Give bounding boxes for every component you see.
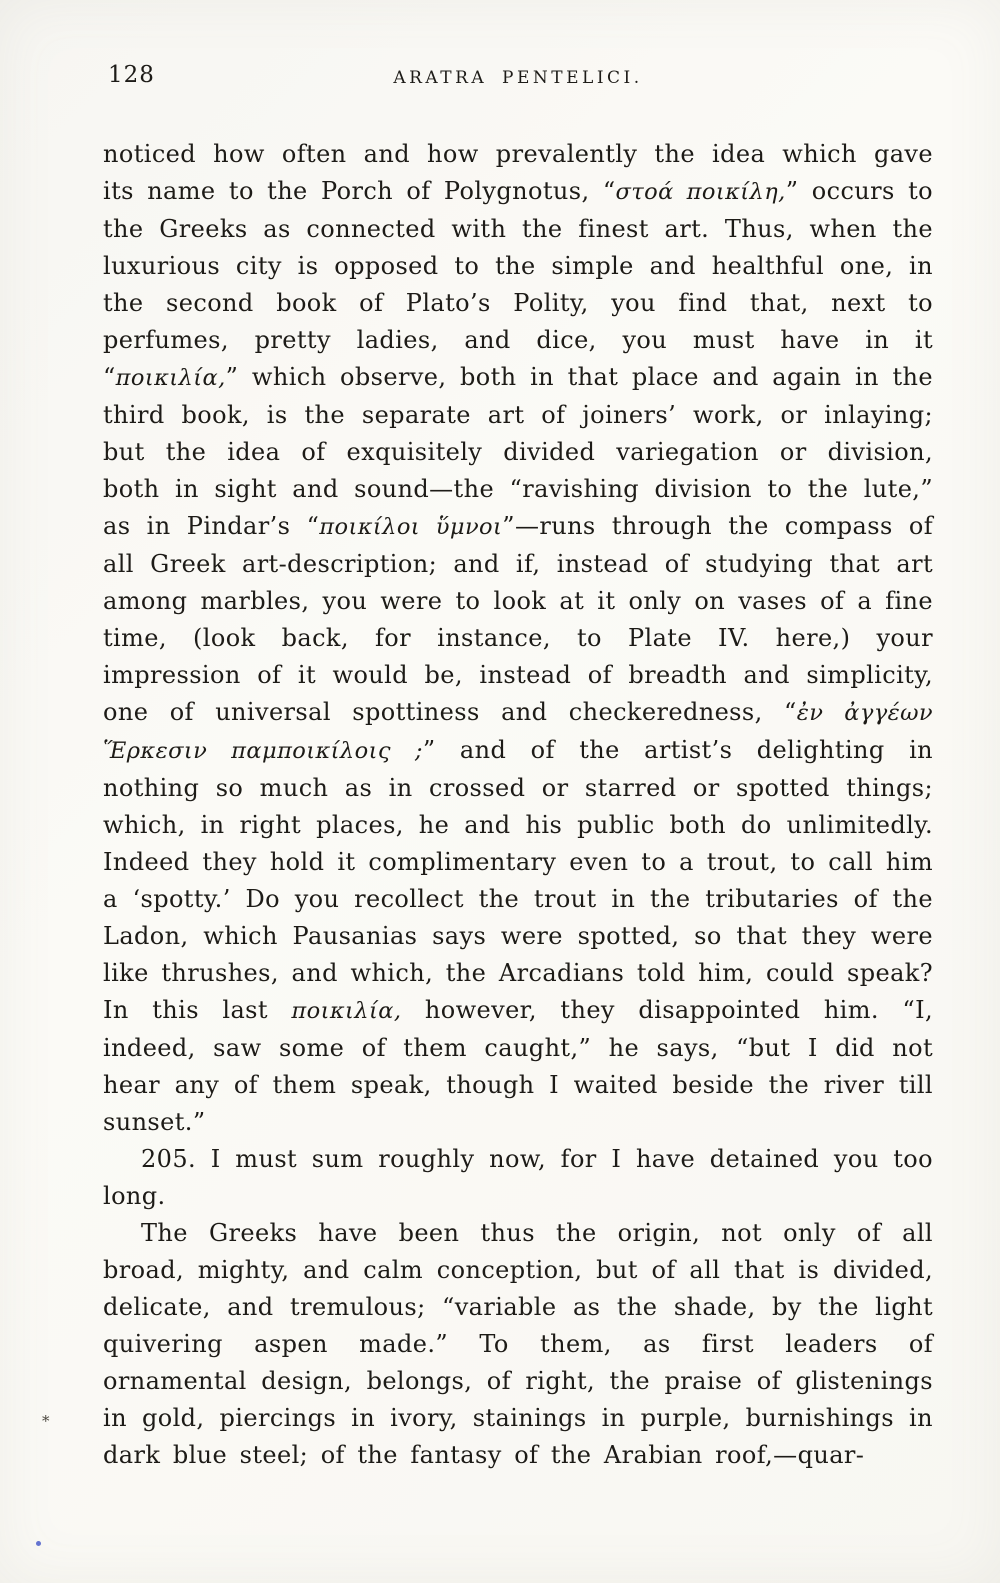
text-run: 205. I must sum roughly now, for I have detained you too long.: [103, 1145, 933, 1210]
greek-phrase: ποικιλία,: [115, 365, 226, 391]
paragraph-3: [103, 1215, 933, 1474]
paragraph-2: [103, 1141, 933, 1215]
text-run: noticed how often and how prevalently the idea which gave its name to the Porch of Polygnotus, “: [103, 140, 933, 205]
text-run: ” which observe, both in that place and again in the third book, is the separate art of joiners’ work, or inlaying; but the idea of exquisitely divided variegation or division, both in sight and sound—the “ravishing division to the lute,” as in Pindar’s “: [103, 363, 933, 540]
text-run: The Greeks have been thus the origin, not only of all broad, mighty, and calm conception, but of all that is divided, delicate, and tremulous; “variable as the shade, by the light quivering aspen made.” To them, as first leaders of ornamental design, belongs, of right, the praise of glistenings in gold, piercings in ivory, stainings in purple, burnishings in dark blue steel; of the fantasy of the Arabian roof,—quar-: [103, 1219, 933, 1469]
greek-phrase: ποικίλοι ὕμνοι: [319, 514, 503, 540]
text-run: ” occurs to the Greeks as connected with the finest art. Thus, when the luxurious city is opposed to the simple and healthful one, in the second book of Plato’s Polity, you find that, next to perfumes, pretty ladies, and dice, you must have in it “: [103, 177, 933, 391]
paragraph-1: [103, 136, 933, 1141]
greek-phrase: ἐν ἀγγέων Ἕρκεσιν παμποικίλοις ;: [103, 700, 933, 764]
text-run: however, they disappointed him. “I, indeed, saw some of them caught,” he says, “but I did not hear any of them speak, though I waited beside the river till sunset.”: [103, 996, 933, 1136]
text-run: ”—runs through the compass of all Greek art-description; and if, instead of studying that art among marbles, you were to look at it only on vases of a fine time, (look back, for instance, to Plate IV. here,) your impression of it would be, instead of breadth and simplicity, one of universal spottiness and checkeredness, “: [103, 512, 934, 726]
greek-phrase: ποικιλία,: [291, 998, 402, 1024]
text-run: ” and of the artist’s delighting in nothing so much as in crossed or starred or spotted things; which, in right places, he and his public both do unlimitedly. Indeed they hold it complimentary even to a trout, to call him a ‘spotty.’ Do you recollect the trout in the tributaries of the Ladon, which Pausanias says were spotted, so that they were like thrushes, and which, the Arcadians told him, could speak? In this last: [103, 736, 933, 1024]
page-text: [103, 136, 933, 1474]
greek-phrase: στοά ποικίλη,: [615, 179, 786, 205]
page-number: 128: [108, 62, 155, 88]
margin-mark: *: [42, 1412, 50, 1430]
running-header: ARATRA PENTELICI.: [393, 68, 643, 88]
scan-artifact-dot: [36, 1541, 41, 1546]
